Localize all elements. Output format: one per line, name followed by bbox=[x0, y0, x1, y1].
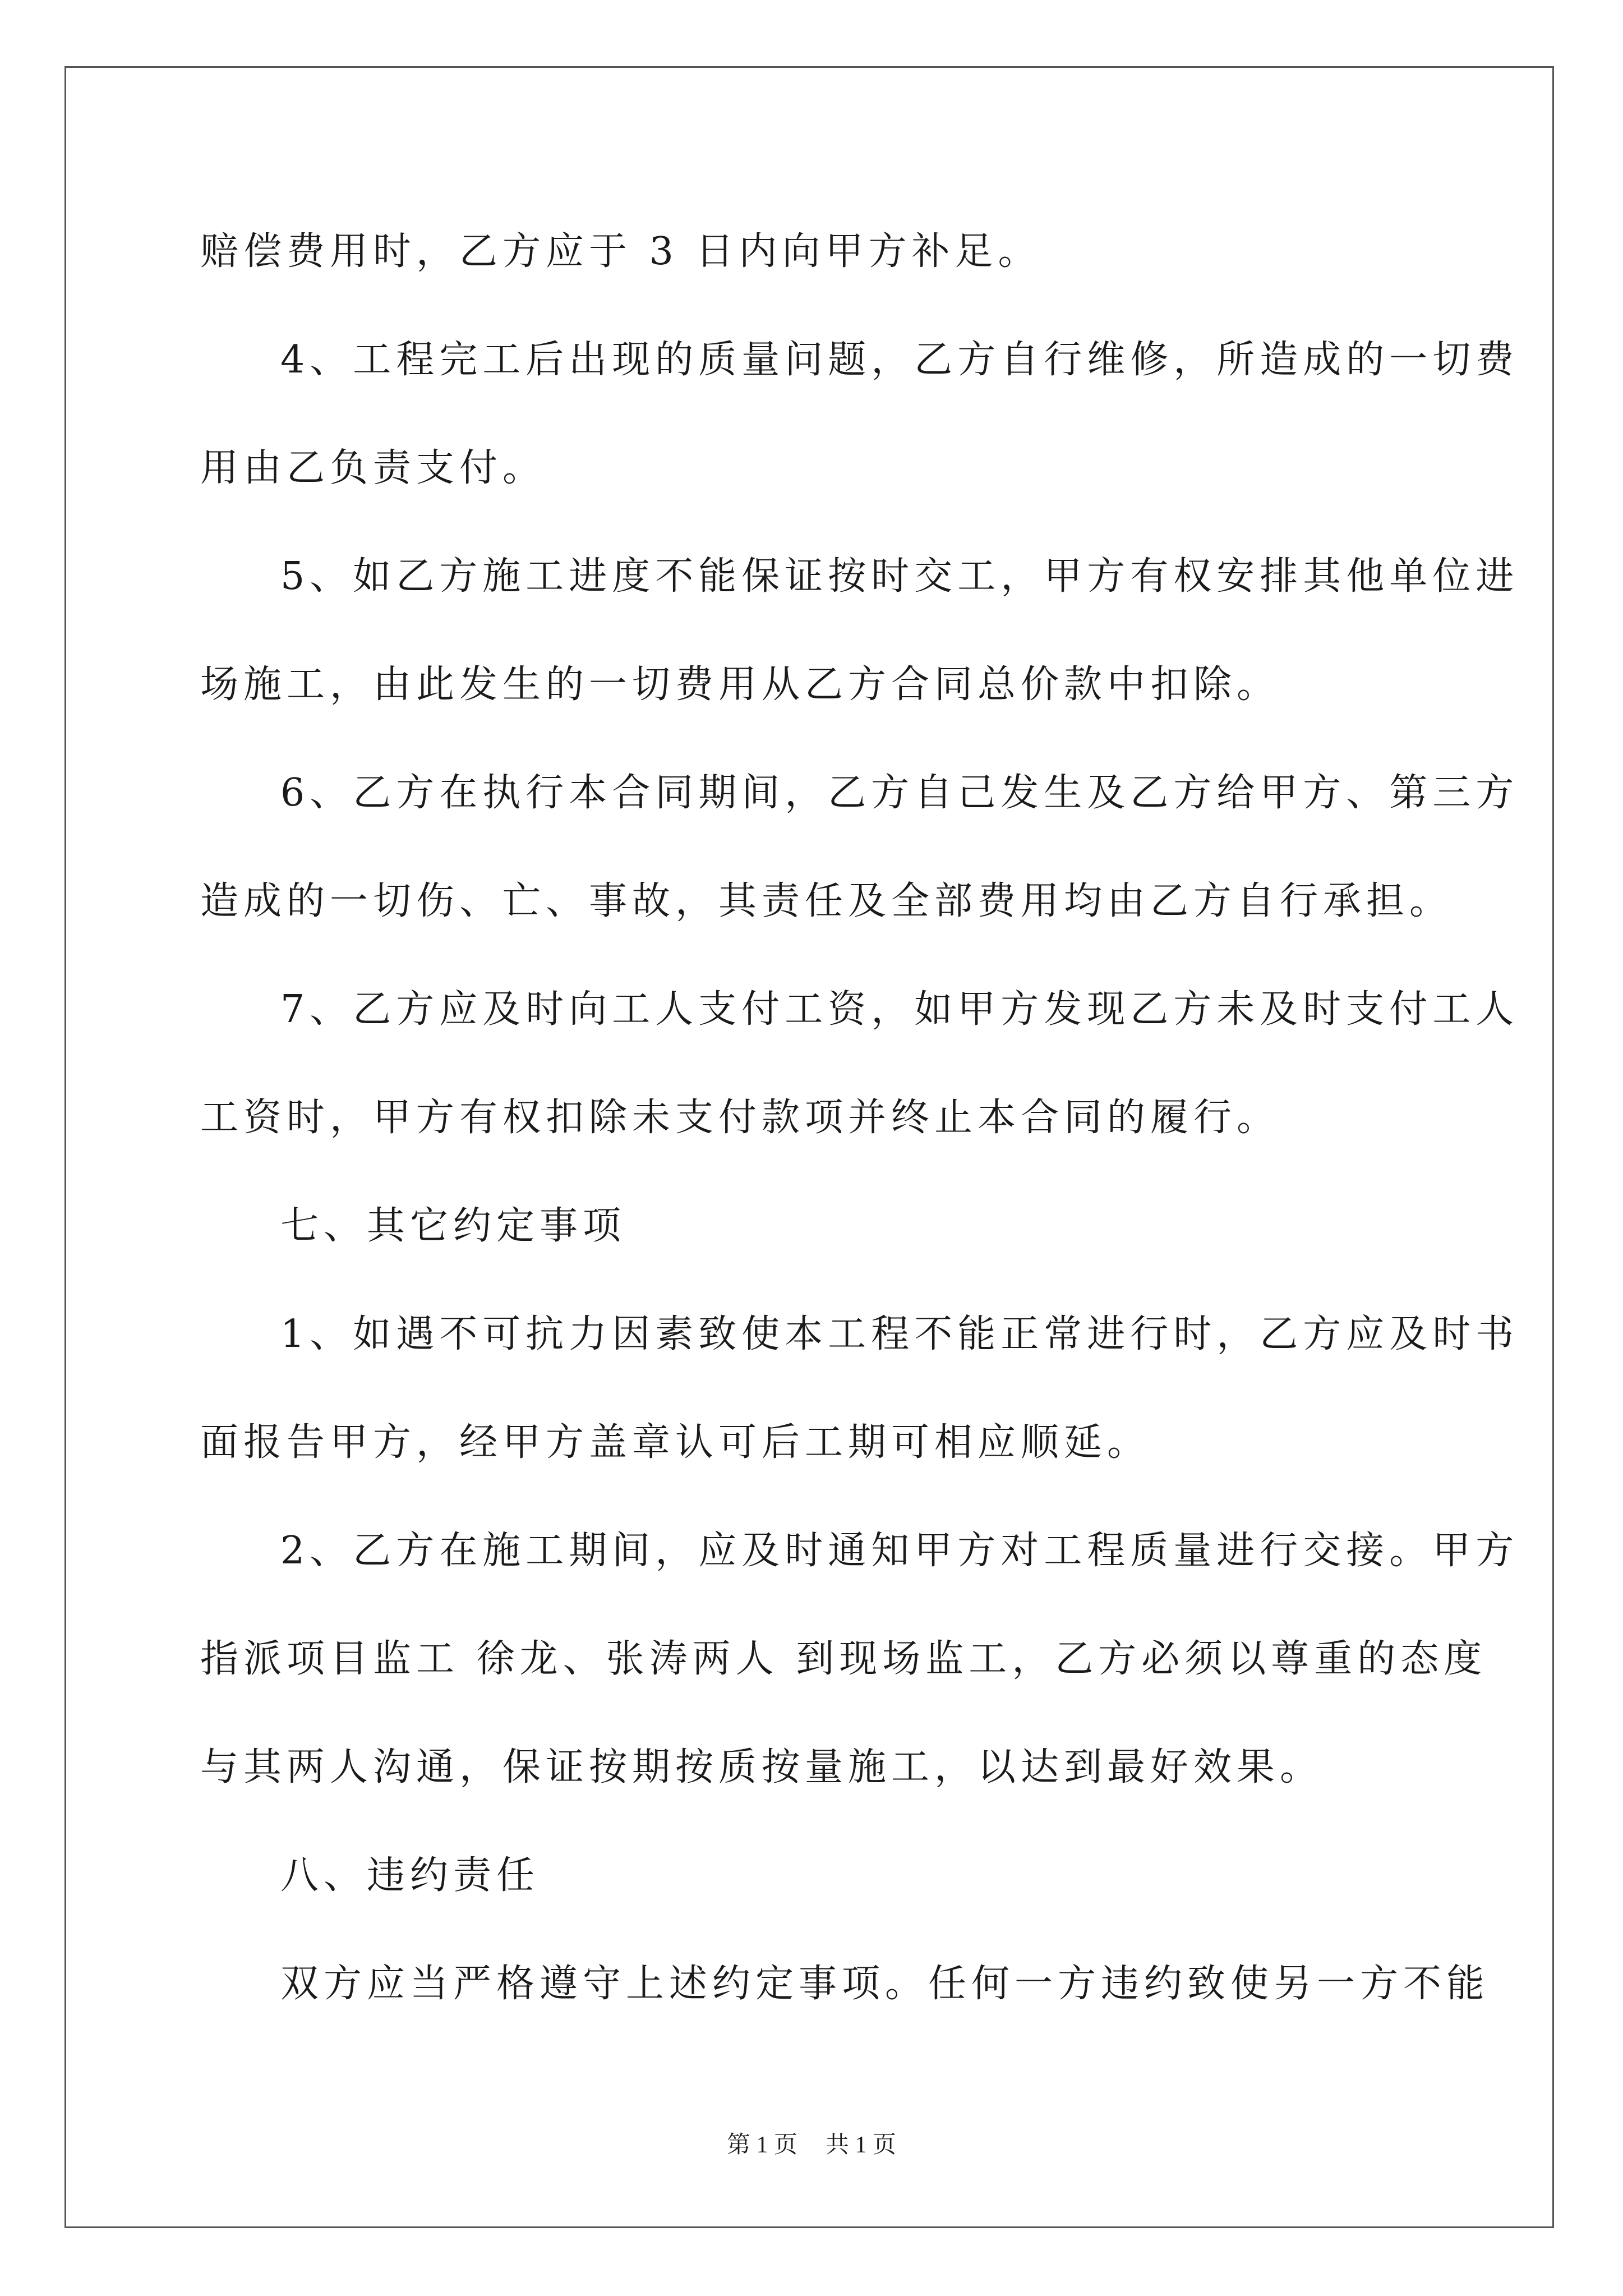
text-line: 工资时，甲方有权扣除未支付款项并终止本合同的履行。 bbox=[200, 1096, 1280, 1140]
text-line: 7、乙方应及时向工人支付工资，如甲方发现乙方未及时支付工人 bbox=[280, 987, 1519, 1032]
text-line: 与其两人沟通，保证按期按质按量施工，以达到最好效果。 bbox=[200, 1745, 1324, 1789]
text-line: 1、如遇不可抗力因素致使本工程不能正常进行时，乙方应及时书 bbox=[280, 1312, 1519, 1356]
page-number: 第 1 页 bbox=[726, 2132, 797, 2158]
page-footer bbox=[0, 2126, 1623, 2160]
text-line: 6、乙方在执行本合同期间，乙方自己发生及乙方给甲方、第三方 bbox=[280, 771, 1519, 815]
text-line: 面报告甲方，经甲方盖章认可后工期可相应顺延。 bbox=[200, 1420, 1151, 1465]
text-line: 4、工程完工后出现的质量问题，乙方自行维修，所造成的一切费 bbox=[280, 338, 1519, 382]
page-border bbox=[64, 66, 1554, 2228]
section-heading: 七、其它约定事项 bbox=[280, 1204, 626, 1248]
text-line: 2、乙方在施工期间，应及时通知甲方对工程质量进行交接。甲方 bbox=[280, 1529, 1519, 1573]
text-line: 双方应当严格遵守上述约定事项。任何一方违约致使另一方不能 bbox=[280, 1962, 1490, 2006]
text-line: 5、如乙方施工进度不能保证按时交工，甲方有权安排其他单位进 bbox=[280, 554, 1519, 599]
text-line: 赔偿费用时，乙方应于 3 日内向甲方补足。 bbox=[200, 229, 1041, 274]
text-line: 用由乙负责支付。 bbox=[200, 446, 546, 490]
section-heading: 八、违约责任 bbox=[280, 1853, 540, 1898]
text-line: 场施工，由此发生的一切费用从乙方合同总价款中扣除。 bbox=[200, 662, 1280, 707]
text-line: 造成的一切伤、亡、事故，其责任及全部费用均由乙方自行承担。 bbox=[200, 879, 1453, 923]
page-total: 共 1 页 bbox=[826, 2132, 897, 2158]
text-line: 指派项目监工 徐龙、张涛两人 到现场监工，乙方必须以尊重的态度 bbox=[200, 1637, 1487, 1681]
